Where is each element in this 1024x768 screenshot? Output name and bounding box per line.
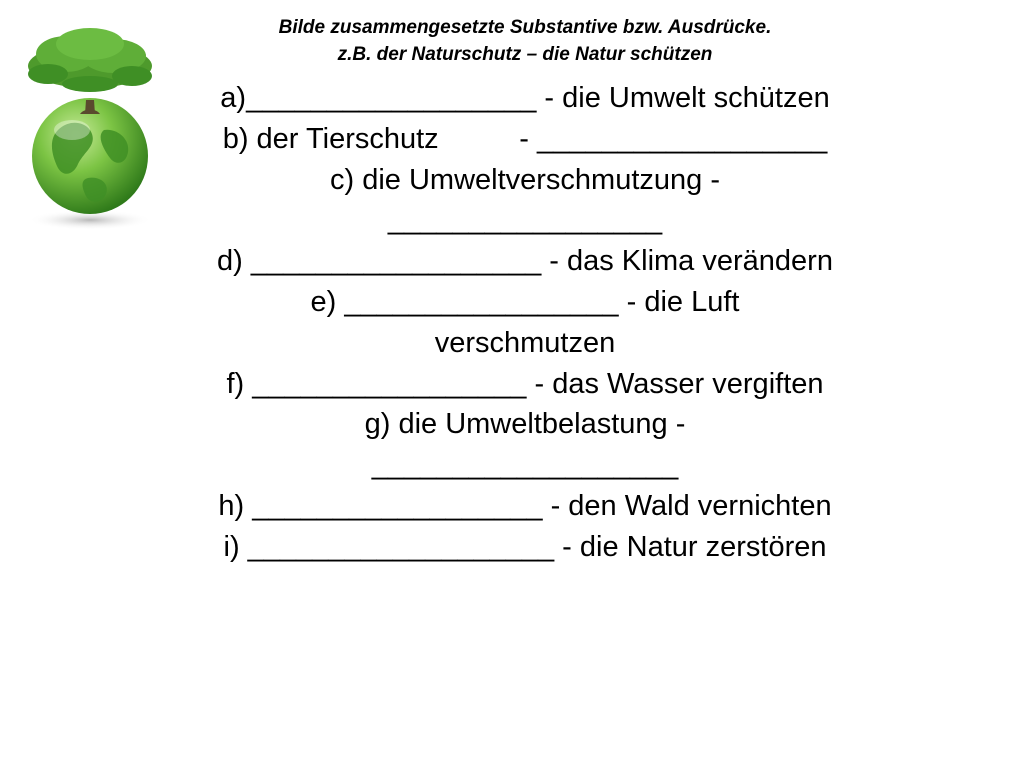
exercise-g-blank: ___________________ (371, 449, 679, 482)
exercise-h: h) __________________ - den Wald vernichten (218, 489, 832, 522)
exercise-e-continued: verschmutzen (434, 326, 616, 359)
exercise-list (130, 78, 920, 568)
exercise-i: i) ___________________ - die Natur zerstören (223, 530, 827, 563)
exercise-c: c) die Umweltverschmutzung - (330, 163, 720, 196)
exercise-b: b) der Tierschutz - __________________ (222, 122, 828, 155)
exercise-d: d) __________________ - das Klima verändern (217, 245, 833, 278)
exercise-f: f) _________________ - das Wasser vergiften (226, 367, 824, 400)
exercise-instructions (160, 14, 890, 68)
exercise-c-blank: _________________ (387, 204, 663, 237)
instruction-line: Bilde zusammengesetzte Substantive bzw. Ausdrücke. (278, 17, 772, 38)
example-line: z.B. der Naturschutz – die Natur schützen (337, 44, 713, 65)
exercise-g: g) die Umweltbelastung - (364, 408, 686, 441)
exercise-a: a)__________________ - die Umwelt schützen (220, 82, 830, 114)
exercise-e: e) _________________ - die Luft (310, 285, 740, 318)
